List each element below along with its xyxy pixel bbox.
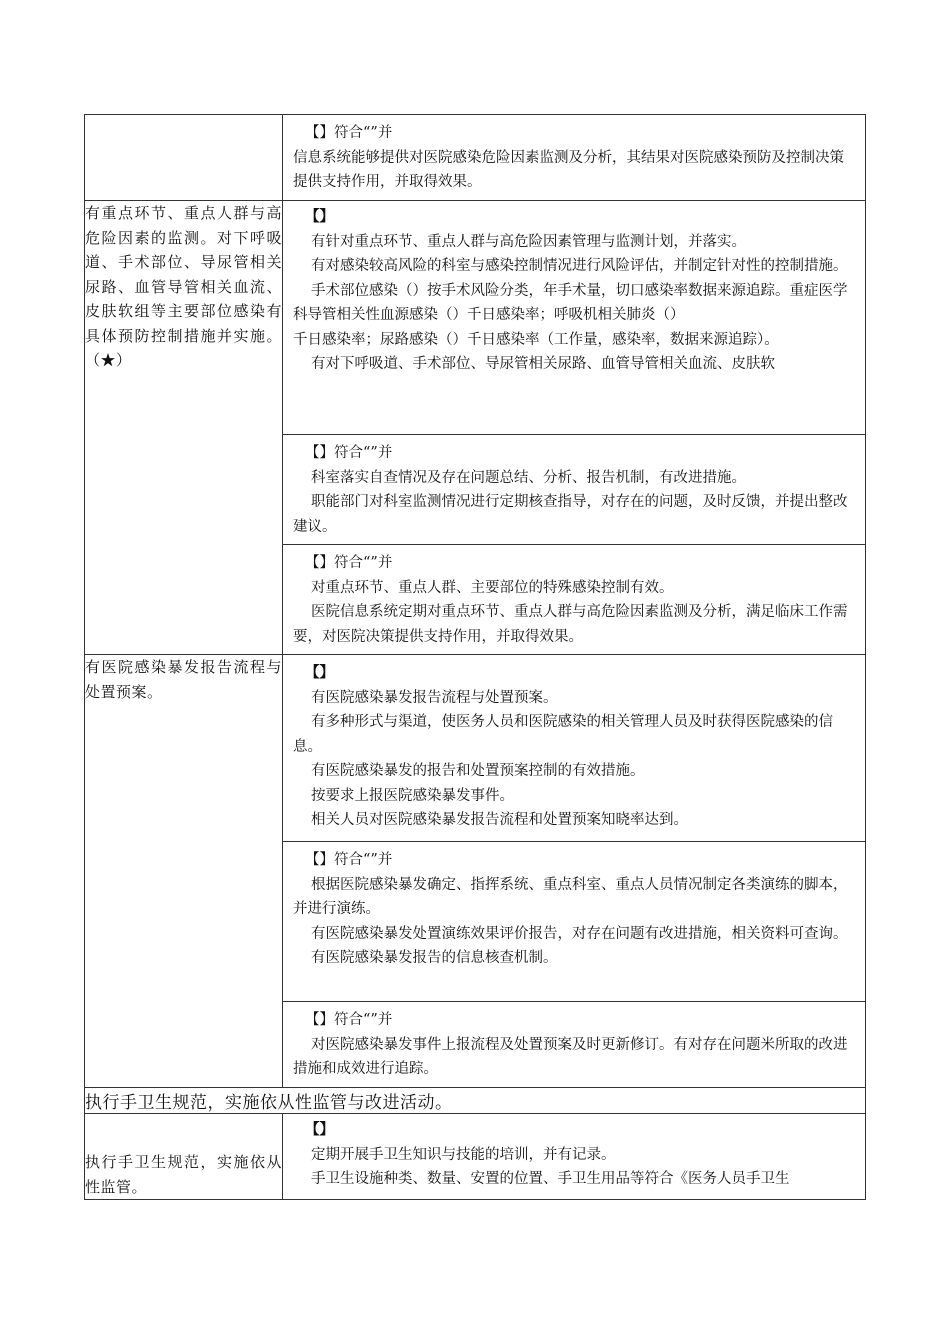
standard-line: 有医院感染暴发的报告和处置预案控制的有效措施。 xyxy=(311,763,645,779)
standard-line: 科室落实自查情况及存在问题总结、分析、报告机制，有改进措施。 xyxy=(311,469,746,486)
table-row xyxy=(85,115,866,201)
standard-line: 职能部门对科室监测情况进行定期核查指导，对存在的问题，及时反馈，并提出整改建议。 xyxy=(293,494,848,535)
standard-cell xyxy=(283,1002,866,1088)
standard-line: 有医院感染暴发报告的信息核查机制。 xyxy=(311,950,558,966)
standard-cell xyxy=(283,435,866,545)
standard-line: 根据医院感染暴发确定、指挥系统、重点科室、重点人员情况制定各类演练的脚本，并进行演练。 xyxy=(293,876,848,917)
standard-line: 有医院感染暴发报告流程与处置预案。 xyxy=(311,689,558,706)
standard-line: 医院信息系统定期对重点环节、重点人群与高危险因素监测及分析，满足临床工作需要，对医院决策提供支持作用，并取得效果。 xyxy=(293,604,848,645)
table-row xyxy=(85,1088,866,1114)
standard-line: 有多种形式与渠道，使医务人员和医院感染的相关管理人员及时获得医院感染的信息。 xyxy=(293,714,833,755)
grade-heading: 【】符合“”并 xyxy=(305,445,393,461)
standard-line: 手卫生设施种类、数量、安置的位置、手卫生用品等符合《医务人员手卫生 xyxy=(311,1171,790,1187)
standard-line: 相关人员对医院感染暴发报告流程和处置预案知晓率达到。 xyxy=(311,812,688,828)
table-row xyxy=(85,655,866,842)
criteria-cell xyxy=(85,115,283,201)
criteria-cell: 有重点环节、重点人群与高危险因素的监测。对下呼吸道、手术部位、导尿管相关尿路、血管导管相关血流、皮肤软组等主要部位感染有具体预防控制措施并实施。（★） xyxy=(85,201,283,655)
standards-table xyxy=(84,114,866,1200)
standard-line: 有对下呼吸道、手术部位、导尿管相关尿路、血管导管相关血流、皮肤软 xyxy=(311,356,775,372)
grade-heading: 【】符合“”并 xyxy=(305,555,393,571)
criteria-cell: 执行手卫生规范，实施依从性监管。 xyxy=(85,1114,283,1200)
standard-line: 手术部位感染（）按手术风险分类，年手术量，切口感染率数据来源追踪。重症医学科导管相关性血源感染（）千日感染率；呼吸机相关肺炎（） xyxy=(293,282,848,323)
standard-cell xyxy=(283,1114,866,1200)
section-heading: 执行手卫生规范，实施依从性监管与改进活动。 xyxy=(85,1088,866,1114)
grade-heading: 【】符合“”并 xyxy=(305,125,393,141)
grade-heading: 【】 xyxy=(305,208,334,225)
table-row xyxy=(85,1114,866,1200)
standard-line: 对重点环节、重点人群、主要部位的特殊感染控制有效。 xyxy=(311,579,674,596)
standard-line: 有对感染较高风险的科室与感染控制情况进行风险评估，并制定针对性的控制措施。 xyxy=(311,258,848,274)
standard-cell xyxy=(283,655,866,842)
table-row xyxy=(85,201,866,435)
standard-line: 千日感染率；尿路感染（）千日感染率（工作量，感染率，数据来源追踪）。 xyxy=(293,331,779,348)
standard-line: 有医院感染暴发处置演练效果评价报告，对存在问题有改进措施，相关资料可查询。 xyxy=(311,925,848,942)
standard-cell xyxy=(283,201,866,435)
standard-line: 对医院感染暴发事件上报流程及处置预案及时更新修订。有对存在问题米所取的改进措施和成效进行追踪。 xyxy=(293,1036,848,1077)
grade-heading: 【】符合“”并 xyxy=(305,1012,393,1028)
criteria-cell: 有医院感染暴发报告流程与处置预案。 xyxy=(85,655,283,1088)
standard-cell xyxy=(283,545,866,655)
standard-cell xyxy=(283,115,866,201)
standard-line: 有针对重点环节、重点人群与高危险因素管理与监测计划，并落实。 xyxy=(311,233,746,250)
grade-heading: 【】 xyxy=(305,664,334,681)
grade-heading: 【】符合“”并 xyxy=(305,852,393,868)
grade-heading: 【】 xyxy=(305,1121,334,1138)
standard-line: 定期开展手卫生知识与技能的培训，并有记录。 xyxy=(311,1146,616,1163)
standard-cell xyxy=(283,842,866,1002)
standard-line: 按要求上报医院感染暴发事件。 xyxy=(311,787,514,804)
standard-line: 信息系统能够提供对医院感染危险因素监测及分析，其结果对医院感染预防及控制决策提供支持作用，并取得效果。 xyxy=(293,149,844,190)
